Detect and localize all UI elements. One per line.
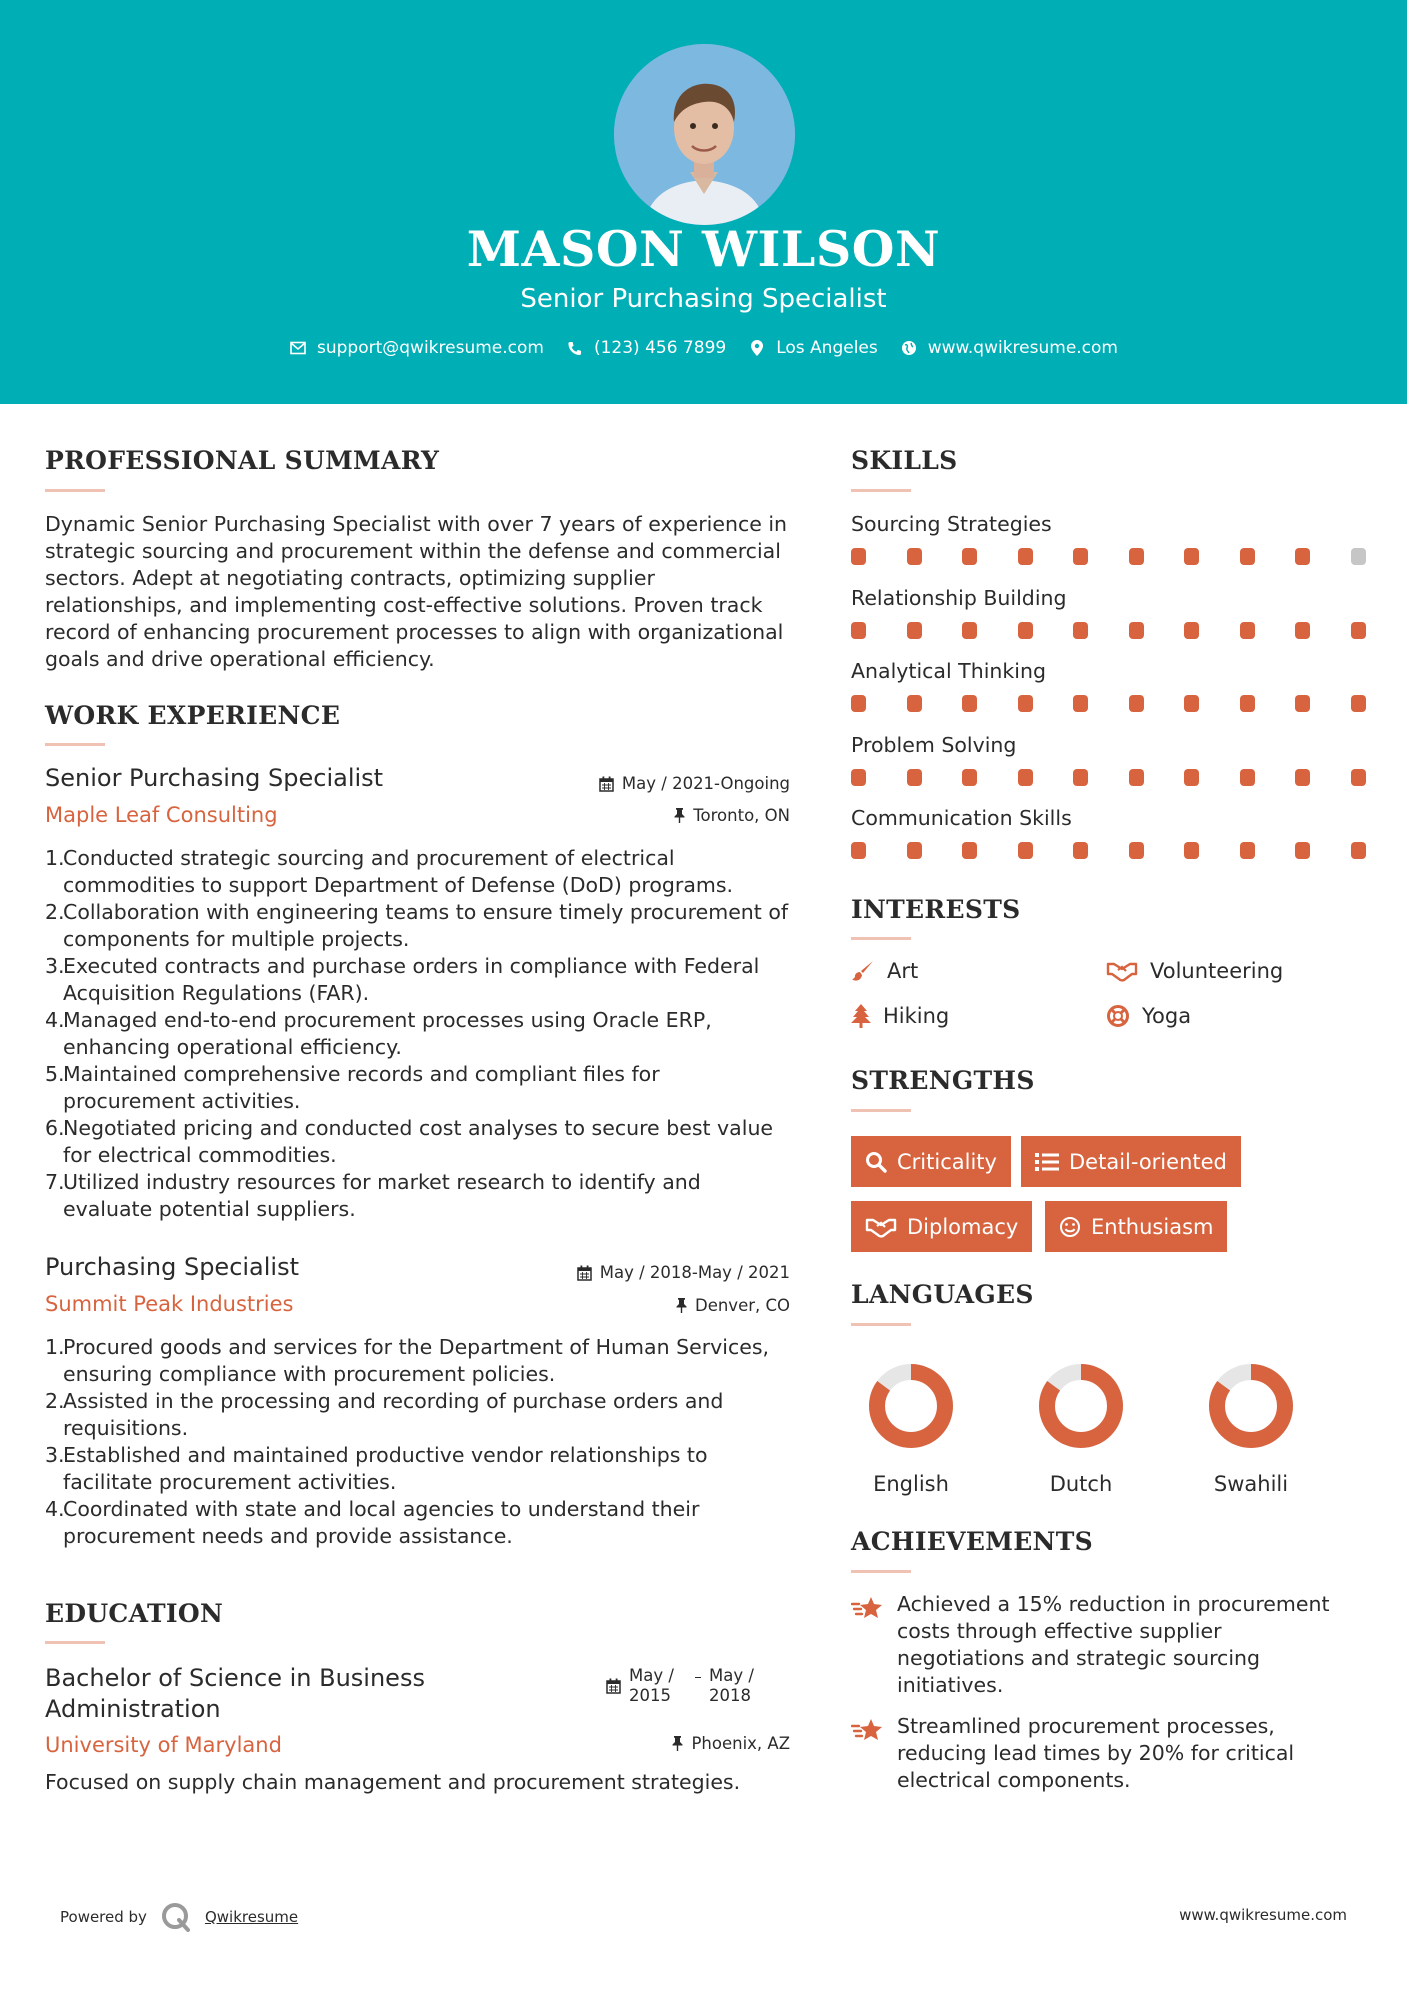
job-location	[674, 806, 790, 825]
section-divider	[851, 1323, 911, 1326]
rating-dot	[1184, 695, 1199, 712]
rating-dot	[907, 548, 922, 565]
rating-dot	[1184, 769, 1199, 786]
job-bullets	[45, 1334, 795, 1550]
phone-icon	[566, 339, 584, 357]
skill-rating	[851, 695, 1361, 712]
calendar-icon	[599, 776, 614, 792]
list-item: 1. Procured goods and services for the Department of Human Services, ensuring compliance with procurement policies.	[45, 1335, 770, 1386]
rating-dot	[1351, 769, 1366, 786]
rating-dot	[1240, 695, 1255, 712]
paintbrush-icon	[851, 959, 875, 983]
rating-dot	[1018, 842, 1033, 859]
shooting-star-icon	[851, 1595, 883, 1621]
language-donut	[1181, 1356, 1321, 1456]
candidate-name: MASON WILSON	[466, 220, 941, 278]
summary-text: Dynamic Senior Purchasing Specialist with over 7 years of experience in strategic sourcing and procurement within the defense and commercial sectors. Adept at negotiating contracts, optimizing supplier relationships, and implementing cost-effective solutions. Proven track record of enhancing procurement processes to align with organizational goals and drive operational efficiency.	[45, 512, 788, 671]
job-location	[676, 1296, 790, 1315]
rating-dot	[1073, 622, 1088, 639]
rating-dot	[962, 769, 977, 786]
section-divider	[851, 1109, 911, 1112]
education-start-date: May / 2015	[629, 1666, 674, 1705]
rating-dot	[1295, 769, 1310, 786]
list-item: 3. Established and maintained productive vendor relationships to facilitate procurement activities.	[45, 1443, 708, 1494]
language-item	[841, 1356, 981, 1496]
rating-dot	[1184, 842, 1199, 859]
list-item: 3. Executed contracts and purchase orders in compliance with Federal Acquisition Regulations (FAR).	[45, 954, 760, 1005]
section-divider	[45, 1641, 105, 1644]
rating-dot	[851, 695, 866, 712]
experience-heading: WORK EXPERIENCE	[45, 701, 341, 730]
interest-label: Art	[887, 959, 919, 983]
rating-dot	[1295, 548, 1310, 565]
interest-label: Volunteering	[1150, 959, 1284, 983]
achievements-heading: ACHIEVEMENTS	[851, 1527, 1093, 1556]
rating-dot	[1018, 769, 1033, 786]
job-company: Summit Peak Industries	[45, 1292, 294, 1316]
strength-label: Detail-oriented	[1069, 1149, 1227, 1174]
pushpin-icon	[674, 808, 685, 823]
list-item: 2. Collaboration with engineering teams to ensure timely procurement of components for multiple projects.	[45, 900, 789, 951]
education-location-text: Phoenix, AZ	[691, 1734, 790, 1753]
rating-dot	[1073, 842, 1088, 859]
pushpin-icon	[672, 1736, 683, 1751]
calendar-icon	[577, 1265, 592, 1281]
skills-heading: SKILLS	[851, 446, 958, 475]
job-title: Purchasing Specialist	[45, 1253, 300, 1281]
list-item: 4. Managed end-to-end procurement processes using Oracle ERP, enhancing operational efficiency.	[45, 1008, 712, 1059]
list-item: 4. Coordinated with state and local agencies to understand their procurement needs and provide assistance.	[45, 1497, 700, 1548]
interests-heading: INTERESTS	[851, 895, 1021, 924]
education-description: Focused on supply chain management and procurement strategies.	[45, 1770, 741, 1794]
strength-label: Criticality	[897, 1149, 997, 1174]
achievement-text: Streamlined procurement processes, reducing lead times by 20% for critical electrical components.	[897, 1714, 1295, 1792]
language-label: Dutch	[1049, 1472, 1113, 1496]
language-donut	[1011, 1356, 1151, 1456]
contact-phone[interactable]: (123) 456 7899	[593, 338, 727, 358]
skill-rating	[851, 622, 1361, 639]
list-item: 2. Assisted in the processing and recording of purchase orders and requisitions.	[45, 1389, 724, 1440]
skill-name: Relationship Building	[851, 585, 1067, 610]
rating-dot	[1351, 695, 1366, 712]
rating-dot	[1129, 695, 1144, 712]
rating-dot	[1129, 622, 1144, 639]
rating-dot	[962, 695, 977, 712]
strength-chip	[1045, 1201, 1227, 1252]
smile-icon	[1059, 1216, 1081, 1238]
rating-dot	[1240, 548, 1255, 565]
languages-heading: LANGUAGES	[851, 1280, 1034, 1309]
rating-dot	[1351, 622, 1366, 639]
job-dates-text: May / 2021-Ongoing	[621, 774, 790, 793]
rating-dot	[851, 548, 866, 565]
envelope-icon	[289, 339, 307, 357]
summary-heading: PROFESSIONAL SUMMARY	[45, 446, 440, 475]
skill-rating	[851, 548, 1361, 565]
date-separator	[695, 1677, 701, 1678]
rating-dot	[1240, 622, 1255, 639]
rating-dot	[1129, 769, 1144, 786]
degree-title: Bachelor of Science in Business Administration	[45, 1664, 425, 1723]
map-pin-icon	[748, 339, 766, 357]
job-title: Senior Purchasing Specialist	[45, 764, 384, 792]
rating-dot	[1073, 769, 1088, 786]
contact-bar	[0, 338, 1407, 358]
rating-dot	[1073, 695, 1088, 712]
language-donut	[841, 1356, 981, 1456]
strength-label: Diplomacy	[907, 1214, 1019, 1239]
skill-name: Communication Skills	[851, 806, 1072, 830]
rating-dot	[962, 842, 977, 859]
strength-label: Enthusiasm	[1091, 1214, 1214, 1239]
section-divider	[45, 489, 105, 492]
job-location-text: Toronto, ON	[693, 806, 790, 825]
rating-dot	[1351, 842, 1366, 859]
candidate-title: Senior Purchasing Specialist	[520, 284, 887, 314]
handshake-icon	[865, 1216, 897, 1238]
search-icon	[865, 1151, 887, 1173]
job-dates	[599, 774, 790, 793]
interest-item	[851, 959, 918, 983]
globe-icon	[900, 339, 918, 357]
job-company: Maple Leaf Consulting	[45, 803, 278, 827]
interest-label: Yoga	[1142, 1004, 1192, 1028]
rating-dot	[1240, 769, 1255, 786]
pushpin-icon	[676, 1298, 687, 1313]
skill-rating	[851, 842, 1361, 859]
interest-item	[1106, 1004, 1191, 1028]
strengths-heading: STRENGTHS	[851, 1066, 1035, 1095]
rating-dot	[907, 622, 922, 639]
strength-chip	[1021, 1136, 1241, 1187]
list-icon	[1035, 1152, 1059, 1172]
resume-header	[0, 0, 1407, 404]
rating-dot	[1129, 842, 1144, 859]
rating-dot	[1018, 548, 1033, 565]
rating-dot	[907, 695, 922, 712]
footer-brand-link[interactable]: Qwikresume	[204, 1908, 299, 1926]
school-name: University of Maryland	[45, 1733, 282, 1757]
powered-by-label: Powered by	[60, 1908, 147, 1926]
list-item: 7. Utilized industry resources for market research to identify and evaluate potential suppliers.	[45, 1170, 701, 1221]
skill-name: Analytical Thinking	[851, 659, 1046, 683]
language-label: English	[873, 1472, 949, 1496]
rating-dot	[907, 769, 922, 786]
list-item: 1. Conducted strategic sourcing and procurement of electrical commodities to support Department of Defense (DoD) programs.	[45, 846, 734, 897]
footer-website[interactable]: www.qwikresume.com	[1179, 1906, 1347, 1924]
interest-label: Hiking	[883, 1004, 950, 1028]
education-heading: EDUCATION	[45, 1599, 224, 1628]
job-dates	[577, 1263, 790, 1282]
lifering-icon	[1106, 1004, 1130, 1028]
rating-dot	[1129, 548, 1144, 565]
job-dates-text: May / 2018-May / 2021	[599, 1263, 790, 1282]
language-label: Swahili	[1213, 1472, 1289, 1496]
language-item	[1181, 1356, 1321, 1496]
skill-rating	[851, 769, 1361, 786]
footer-branding	[60, 1902, 298, 1932]
rating-dot	[851, 622, 866, 639]
skill-name: Problem Solving	[851, 732, 1017, 757]
rating-dot	[962, 548, 977, 565]
rating-dot	[1184, 622, 1199, 639]
job-bullets	[45, 845, 795, 1223]
contact-website[interactable]: www.qwikresume.com	[927, 338, 1118, 358]
shooting-star-icon	[851, 1717, 883, 1743]
language-item	[1011, 1356, 1151, 1496]
achievement-item	[851, 1591, 1341, 1699]
rating-dot	[851, 842, 866, 859]
rating-dot	[1295, 695, 1310, 712]
rating-dot	[962, 622, 977, 639]
rating-dot	[1240, 842, 1255, 859]
education-dates	[606, 1666, 767, 1706]
strength-chip	[851, 1201, 1032, 1252]
skill-name: Sourcing Strategies	[851, 512, 1052, 536]
rating-dot	[1073, 548, 1088, 565]
calendar-icon	[606, 1678, 621, 1694]
section-divider	[45, 743, 105, 746]
achievement-item	[851, 1713, 1341, 1794]
rating-dot	[1351, 548, 1366, 565]
rating-dot	[851, 769, 866, 786]
list-item: 6. Negotiated pricing and conducted cost analyses to secure best value for electrical commodities.	[45, 1116, 774, 1167]
handshake-icon	[1106, 960, 1138, 982]
section-divider	[851, 489, 911, 492]
section-divider	[851, 937, 911, 940]
achievement-text: Achieved a 15% reduction in procurement costs through effective supplier negotiations and strategic sourcing initiatives.	[897, 1592, 1330, 1697]
rating-dot	[907, 842, 922, 859]
list-item: 5. Maintained comprehensive records and compliant files for procurement activities.	[45, 1062, 660, 1113]
rating-dot	[1184, 548, 1199, 565]
interest-item	[851, 1004, 949, 1028]
education-location	[672, 1734, 790, 1753]
profile-photo	[614, 44, 795, 225]
rating-dot	[1018, 695, 1033, 712]
strength-chip	[851, 1136, 1011, 1187]
rating-dot	[1295, 842, 1310, 859]
education-end-date: May / 2018	[709, 1666, 754, 1705]
job-location-text: Denver, CO	[694, 1296, 790, 1315]
qwikresume-logo-icon	[161, 1902, 191, 1932]
rating-dot	[1295, 622, 1310, 639]
contact-email[interactable]: support@qwikresume.com	[317, 338, 544, 358]
section-divider	[851, 1570, 911, 1573]
tree-icon	[851, 1004, 871, 1028]
contact-location: Los Angeles	[776, 338, 878, 358]
interest-item	[1106, 959, 1283, 983]
rating-dot	[1018, 622, 1033, 639]
